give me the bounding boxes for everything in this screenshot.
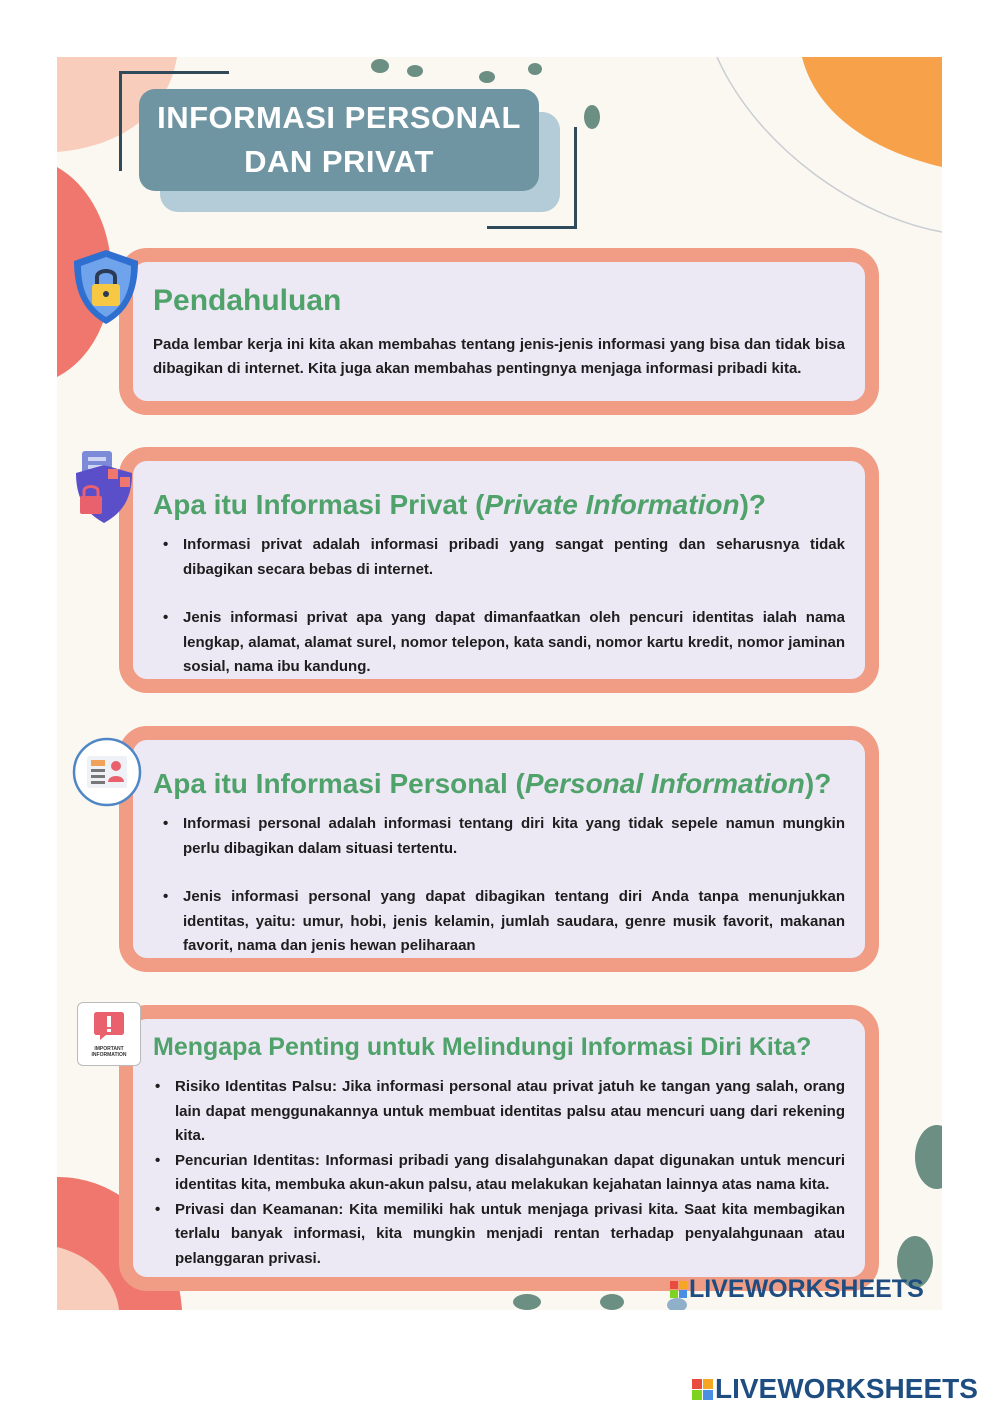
list-item: • Jenis informasi privat apa yang dapat dimanfaatkan oleh pencuri identitas ialah nama lengkap, alamat, alamat surel, nomor telepon, kata sandi, nomor kartu kredit, nomor jaminan sosial, nama ibu kandung. [153,606,845,680]
personal-info-card [119,726,879,972]
logo-text: LIVEWORKSHEETS [689,1275,924,1303]
worksheet-poster [57,57,942,1310]
id-card-icon [71,736,143,808]
shield-lock-icon [70,247,142,327]
private-heading-prefix: Apa itu Informasi Privat ( [153,489,485,520]
logo-blocks-icon [692,1379,713,1400]
title-frame-bottom [487,226,577,229]
intro-card [119,248,879,415]
personal-heading-prefix: Apa itu Informasi Personal ( [153,768,525,799]
private-info-card [119,447,879,693]
logo-text: LIVEWORKSHEETS [715,1373,978,1404]
page-title-line2: DAN PRIVAT [244,144,434,179]
icon-caption-important: IMPORTANT [94,1046,124,1052]
alert-icon [92,1008,126,1042]
personal-heading-italic: Personal Information [524,768,805,799]
list-item: • Informasi privat adalah informasi pribadi yang sangat penting dan seharusnya tidak dibagikan secara bebas di internet. [153,533,845,582]
importance-heading: Mengapa Penting untuk Melindungi Informasi Diri Kita? [153,1033,812,1061]
importance-list [145,1075,845,1271]
title-frame-left [119,71,122,171]
list-item: • Jenis informasi personal yang dapat dibagikan tentang diri Anda tanpa menunjukkan identitas, yaitu: umur, hobi, jenis kelamin, jumlah saudara, genre musik favorit, makanan favorit, nama dan jenis hewan peliharaan [153,885,845,959]
personal-info-heading [153,768,831,800]
title-frame-right [574,127,577,229]
icon-caption-information: INFORMATION [91,1052,127,1058]
personal-heading-suffix: )? [804,768,832,799]
private-heading-italic: Private Information [484,489,740,520]
logo-blocks-icon [670,1281,687,1298]
intro-paragraph: Pada lembar kerja ini kita akan membahas tentang jenis-jenis informasi yang bisa dan tidak bisa dibagikan di internet. Kita juga akan membahas pentingnya menjaga informasi pribadi kita. [153,336,845,377]
liveworksheets-logo-inner [670,1275,924,1304]
private-heading-suffix: )? [739,489,767,520]
importance-card [119,1005,879,1291]
personal-info-list [153,812,845,959]
private-info-list [153,533,845,680]
page-title [139,89,539,191]
list-item: • Informasi personal adalah informasi tentang diri kita yang tidak sepele namun mungkin perlu dibagikan dalam situasi tertentu. [153,812,845,861]
private-data-icon [70,447,142,527]
intro-heading: Pendahuluan [153,284,342,317]
page-title-line1: INFORMASI PERSONAL [157,100,521,135]
list-item: • Pencurian Identitas: Informasi pribadi yang disalahgunakan dapat digunakan untuk mencuri identitas kita, membuka akun-akun palsu, atau melakukan kejahatan lainnya atas nama kita. [145,1149,845,1198]
liveworksheets-logo[interactable] [692,1373,978,1405]
list-item: • Risiko Identitas Palsu: Jika informasi personal atau privat jatuh ke tangan yang salah, orang lain dapat menggunakannya untuk membuat identitas palsu atau mencuri uang dari rekening kita. [145,1075,845,1149]
private-info-heading [153,489,766,521]
list-item: • Privasi dan Keamanan: Kita memiliki hak untuk menjaga privasi kita. Saat kita membagikan terlalu banyak informasi, kita mungkin menjadi rentan terhadap penyalahgunaan atau pelanggaran privasi. [145,1198,845,1272]
title-frame-top [119,71,229,74]
important-information-icon [77,1002,141,1066]
